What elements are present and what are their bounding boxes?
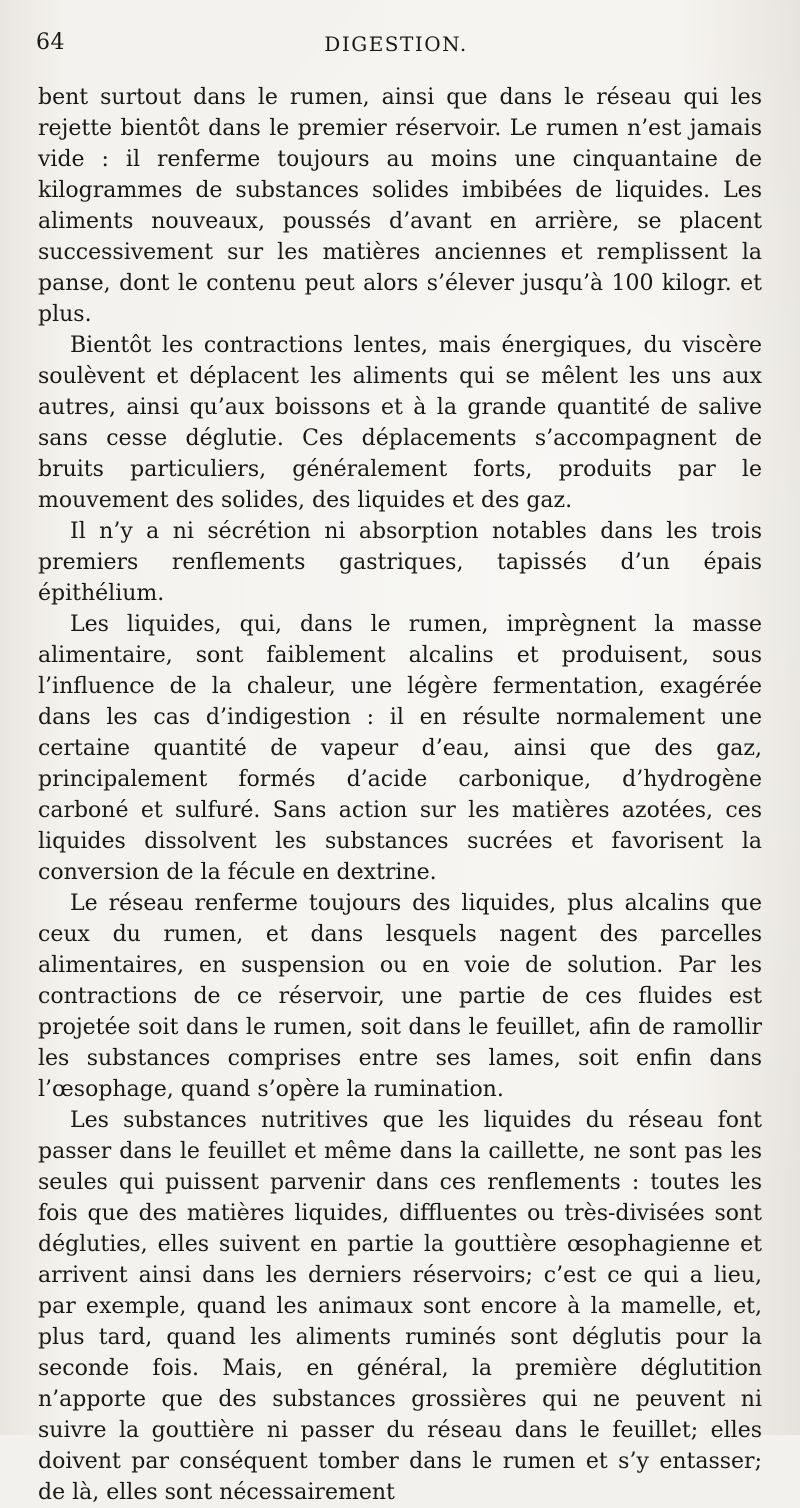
paragraph-4: Les liquides, qui, dans le rumen, imprègnent la masse alimentaire, sont faiblement alcalins et produisent, sous l’influence de la chaleur, une légère fermentation, exagérée dans les cas d’indigestion : il en résulte normalement une certaine quantité de vapeur d’eau, ainsi que des gaz, principalement formés d’acide carbonique, d’hydrogène carboné et sulfuré. Sans action sur les matières azotées, ces liquides dissolvent les substances sucrées et favorisent la conversion de la fécule en dextrine.	[38, 612, 762, 885]
running-head: DIGESTION.	[324, 32, 468, 56]
paragraph-3: Il n’y a ni sécrétion ni absorption notables dans les trois premiers renflements gastriques, tapissés d’un épais épithélium.	[38, 519, 762, 606]
paragraph-6: Les substances nutritives que les liquides du réseau font passer dans le feuillet et même dans la caillette, ne sont pas les seules qui puissent parvenir dans ces renflements : toutes les fois que des matières liquides, diffluentes ou très-divisées sont dégluties, elles suivent en partie la gouttière œsophagienne et arrivent ainsi dans les derniers réservoirs; c’est ce qui a lieu, par exemple, quand les animaux sont encore à la mamelle, et, plus tard, quand les aliments ruminés sont déglutis pour la seconde fois. Mais, en général, la première déglutition n’apporte que des substances grossières qui ne peuvent ni suivre la gouttière ni passer du réseau dans le feuillet; elles doivent par conséquent tomber dans le rumen et s’y entasser; de là, elles sont nécessairement	[38, 1108, 762, 1505]
page-number: 64	[36, 30, 65, 55]
page-header	[36, 30, 756, 64]
paragraph-5: Le réseau renferme toujours des liquides, plus alcalins que ceux du rumen, et dans lesquels nagent des parcelles alimentaires, en suspension ou en voie de solution. Par les contractions de ce réservoir, une partie de ces fluides est projetée soit dans le rumen, soit dans le feuillet, afin de ramollir les substances comprises entre ses lames, soit enfin dans l’œsophage, quand s’opère la rumination.	[38, 891, 762, 1102]
paragraph-1: bent surtout dans le rumen, ainsi que dans le réseau qui les rejette bientôt dans le premier réservoir. Le rumen n’est jamais vide : il renferme toujours au moins une cinquantaine de kilogrammes de substances solides imbibées de liquides. Les aliments nouveaux, poussés d’avant en arrière, se placent successivement sur les matières anciennes et remplissent la panse, dont le contenu peut alors s’élever jusqu’à 100 kilogr. et plus.	[38, 85, 762, 327]
body-text	[38, 82, 762, 1508]
paragraph-2: Bientôt les contractions lentes, mais énergiques, du viscère soulèvent et déplacent les aliments qui se mêlent les uns aux autres, ainsi qu’aux boissons et à la grande quantité de salive sans cesse déglutie. Ces déplacements s’accompagnent de bruits particuliers, généralement forts, produits par le mouvement des solides, des liquides et des gaz.	[38, 333, 762, 513]
